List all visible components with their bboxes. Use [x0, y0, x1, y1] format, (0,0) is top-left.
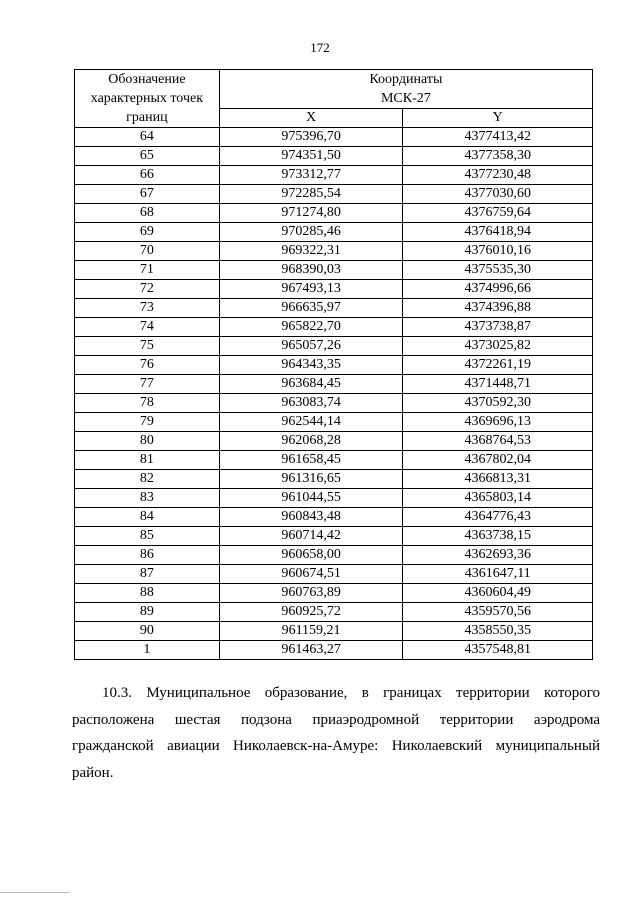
cell-point: 90	[75, 622, 220, 641]
cell-point: 75	[75, 337, 220, 356]
table-row	[75, 375, 593, 394]
cell-x: 960658,00	[219, 546, 403, 565]
coordinates-table	[74, 69, 593, 660]
cell-point: 87	[75, 565, 220, 584]
cell-x: 972285,54	[219, 185, 403, 204]
table-row	[75, 204, 593, 223]
table-row	[75, 166, 593, 185]
cell-y: 4359570,56	[403, 603, 593, 622]
cell-y: 4360604,49	[403, 584, 593, 603]
cell-y: 4373025,82	[403, 337, 593, 356]
cell-x: 960925,72	[219, 603, 403, 622]
table-row	[75, 546, 593, 565]
header-point-line: характерных точек	[90, 91, 203, 106]
table-row	[75, 470, 593, 489]
paragraph-10-3: 10.3. Муниципальное образование, в границах территории которого расположена шестая подзона приаэродромной территории аэродрома гражданской авиации Николаевск-на-Амуре: Николаевский муниципальный район.	[72, 685, 600, 781]
cell-y: 4370592,30	[403, 394, 593, 413]
header-x: X	[219, 109, 403, 128]
cell-y: 4375535,30	[403, 261, 593, 280]
cell-point: 64	[75, 128, 220, 147]
cell-x: 963684,45	[219, 375, 403, 394]
cell-point: 79	[75, 413, 220, 432]
cell-point: 85	[75, 527, 220, 546]
cell-x: 960843,48	[219, 508, 403, 527]
cell-y: 4368764,53	[403, 432, 593, 451]
header-coordinates-line: Координаты	[369, 72, 443, 87]
table-body	[75, 128, 593, 660]
cell-y: 4374996,66	[403, 280, 593, 299]
table-row	[75, 299, 593, 318]
table-row	[75, 413, 593, 432]
cell-point: 77	[75, 375, 220, 394]
cell-y: 4361647,11	[403, 565, 593, 584]
cell-point: 84	[75, 508, 220, 527]
cell-y: 4377230,48	[403, 166, 593, 185]
header-coordinates	[219, 70, 592, 109]
table-row	[75, 261, 593, 280]
cell-point: 69	[75, 223, 220, 242]
table-row	[75, 641, 593, 660]
table-row	[75, 508, 593, 527]
cell-y: 4371448,71	[403, 375, 593, 394]
cell-x: 965057,26	[219, 337, 403, 356]
table-row	[75, 147, 593, 166]
cell-x: 965822,70	[219, 318, 403, 337]
cell-x: 962068,28	[219, 432, 403, 451]
table-row	[75, 527, 593, 546]
cell-y: 4365803,14	[403, 489, 593, 508]
cell-y: 4366813,31	[403, 470, 593, 489]
cell-x: 966635,97	[219, 299, 403, 318]
table-row	[75, 432, 593, 451]
cell-x: 967493,13	[219, 280, 403, 299]
table-row	[75, 128, 593, 147]
cell-point: 68	[75, 204, 220, 223]
header-point-line: границ	[126, 110, 168, 125]
cell-point: 73	[75, 299, 220, 318]
cell-y: 4367802,04	[403, 451, 593, 470]
cell-y: 4377030,60	[403, 185, 593, 204]
table-row	[75, 603, 593, 622]
cell-y: 4376759,64	[403, 204, 593, 223]
cell-y: 4357548,81	[403, 641, 593, 660]
cell-y: 4376418,94	[403, 223, 593, 242]
cell-y: 4363738,15	[403, 527, 593, 546]
table-row	[75, 451, 593, 470]
header-coordinates-line: МСК-27	[380, 91, 431, 106]
cell-x: 960674,51	[219, 565, 403, 584]
table-row	[75, 489, 593, 508]
cell-y: 4373738,87	[403, 318, 593, 337]
table-row	[75, 584, 593, 603]
cell-point: 72	[75, 280, 220, 299]
page-number: 172	[310, 40, 330, 55]
cell-point: 76	[75, 356, 220, 375]
cell-point: 67	[75, 185, 220, 204]
cell-point: 88	[75, 584, 220, 603]
cell-point: 81	[75, 451, 220, 470]
cell-x: 963083,74	[219, 394, 403, 413]
table-row	[75, 318, 593, 337]
cell-x: 974351,50	[219, 147, 403, 166]
cell-x: 961159,21	[219, 622, 403, 641]
header-point	[75, 70, 220, 128]
table-row	[75, 280, 593, 299]
cell-x: 962544,14	[219, 413, 403, 432]
cell-x: 961463,27	[219, 641, 403, 660]
cell-y: 4377358,30	[403, 147, 593, 166]
cell-x: 961658,45	[219, 451, 403, 470]
cell-x: 968390,03	[219, 261, 403, 280]
cell-point: 86	[75, 546, 220, 565]
cell-y: 4372261,19	[403, 356, 593, 375]
cell-y: 4362693,36	[403, 546, 593, 565]
cell-x: 969322,31	[219, 242, 403, 261]
cell-point: 82	[75, 470, 220, 489]
table-row	[75, 223, 593, 242]
cell-point: 89	[75, 603, 220, 622]
cell-point: 66	[75, 166, 220, 185]
header-y: Y	[403, 109, 593, 128]
cell-x: 970285,46	[219, 223, 403, 242]
cell-point: 78	[75, 394, 220, 413]
cell-point: 70	[75, 242, 220, 261]
table-row	[75, 185, 593, 204]
cell-point: 83	[75, 489, 220, 508]
cell-x: 975396,70	[219, 128, 403, 147]
cell-x: 973312,77	[219, 166, 403, 185]
cell-x: 960714,42	[219, 527, 403, 546]
cell-x: 961316,65	[219, 470, 403, 489]
cell-y: 4374396,88	[403, 299, 593, 318]
cell-x: 961044,55	[219, 489, 403, 508]
cell-y: 4377413,42	[403, 128, 593, 147]
cell-y: 4358550,35	[403, 622, 593, 641]
cell-point: 65	[75, 147, 220, 166]
table-row	[75, 356, 593, 375]
table-row	[75, 565, 593, 584]
cell-y: 4369696,13	[403, 413, 593, 432]
cell-point: 1	[75, 641, 220, 660]
header-point-line: Обозначение	[108, 72, 186, 87]
cell-y: 4376010,16	[403, 242, 593, 261]
cell-x: 971274,80	[219, 204, 403, 223]
footer-rule	[0, 892, 70, 893]
table-row	[75, 622, 593, 641]
table-row	[75, 242, 593, 261]
table-row	[75, 337, 593, 356]
table-row	[75, 394, 593, 413]
cell-point: 80	[75, 432, 220, 451]
cell-x: 964343,35	[219, 356, 403, 375]
cell-point: 71	[75, 261, 220, 280]
cell-point: 74	[75, 318, 220, 337]
cell-x: 960763,89	[219, 584, 403, 603]
cell-y: 4364776,43	[403, 508, 593, 527]
